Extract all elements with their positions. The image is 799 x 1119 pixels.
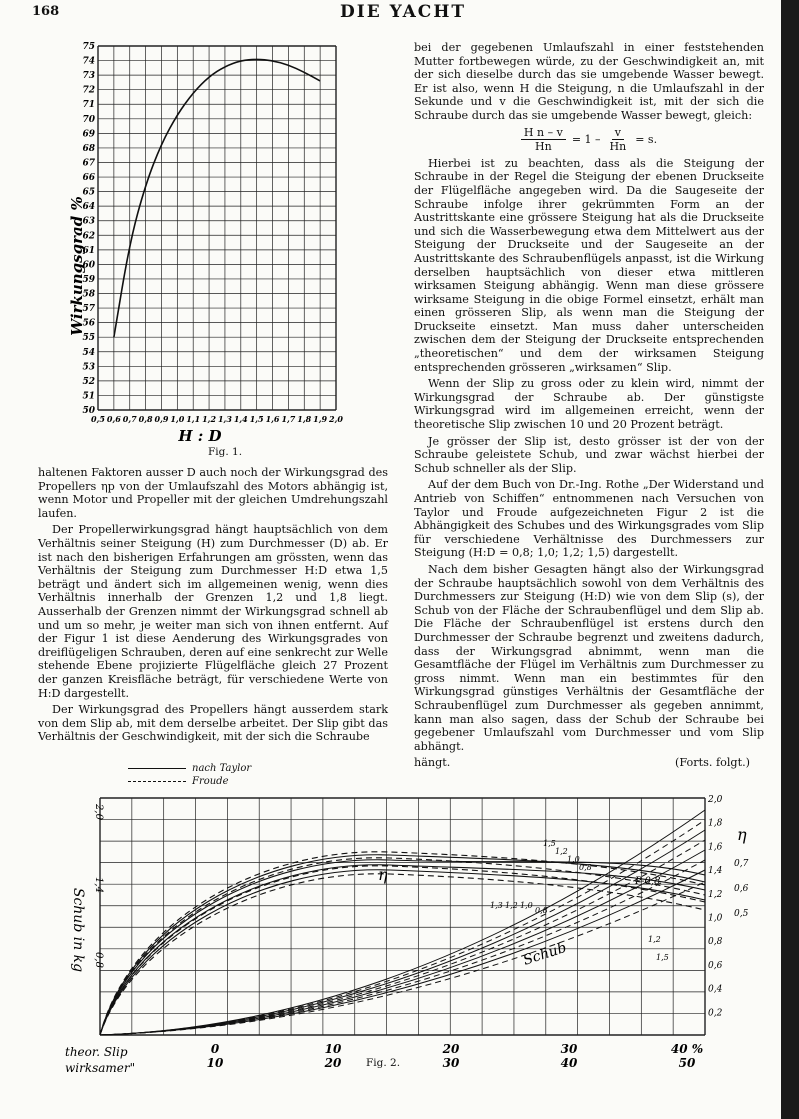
fig1-y-tick: 63 — [82, 216, 95, 227]
fig2-eta-curve-label: 1,2 — [555, 847, 568, 856]
fig1-y-tick: 54 — [82, 347, 95, 358]
fig2-right-tick: 0,4 — [708, 984, 723, 995]
fig2-right-tick: 0,6 — [708, 960, 723, 971]
left-paragraph: Der Wirkungsgrad des Propellers hängt ausserdem stark von dem Slip ab, mit dem derselbe arbeitet. Der Slip gibt das Verhältnis der Geschwindigkeit, mit der sich die Schraube — [38, 703, 388, 744]
fig2-right-tick: 1,0 — [708, 913, 723, 924]
fig1-x-tick: 0,9 — [154, 414, 169, 424]
fig2-eta-curve — [100, 870, 705, 1035]
fig2-left-tick: 0,8 — [93, 952, 104, 968]
fig1-x-tick: 0,7 — [122, 414, 137, 424]
fig1-y-tick: 62 — [82, 231, 95, 242]
fig1-y-tick: 60 — [82, 260, 95, 271]
legend-dashed-line — [128, 781, 186, 782]
fig1-x-tick: 0,6 — [106, 414, 121, 424]
fig2-right-tick: 0,8 — [708, 937, 723, 948]
right-intro: bei der gegebenen Umlaufszahl in einer feststehenden Mutter fortbewegen würde, zu der Geschwindigkeit an, mit der sich dieselbe durch das sie umgebende Wasser bewegt. Er ist also, wenn H die Steigung, n die Umlaufszahl in der Sekunde und v die Geschwindigkeit ist, mit der sich die Schraube durch das sie umgebende Wasser bewegt, gleich: — [414, 41, 764, 122]
fig1-x-axis-label: H : D — [178, 427, 222, 445]
fig2-left-axis-label: Schub in kg — [70, 887, 86, 973]
fig2-eta-curve-label: 1,0 — [567, 855, 580, 864]
fig2-eta-curve-label-lower: 1,0 — [520, 901, 533, 910]
fig2-curves — [100, 810, 705, 1035]
fig2-eta-curve — [100, 852, 705, 1035]
fig2-schub-label: Schub — [521, 939, 569, 969]
fig1-y-tick: 59 — [82, 274, 95, 285]
right-paragraph: Auf der dem Buch von Dr.-Ing. Rothe „Der Widerstand und Antrieb von Schiffen“ entnommenen nach Versuchen von Taylor und Froude aufgezeichneten Figur 2 ist die Abhängigkeit des Schubes und des Wirkungsgrades vom Slip für verschiedene Verhältnisse des Durchmessers zur Steigung (H:D = 0,8; 1,0; 1,2; 1,5) dargestellt. — [414, 478, 764, 560]
figure-1-chart — [60, 36, 350, 446]
fig1-y-tick: 52 — [82, 376, 95, 387]
fig1-x-tick: 1,8 — [297, 414, 312, 424]
fig2-wirksamer-label: wirksamer" — [65, 1061, 136, 1075]
fig2-schub-curve-label: 1,2 — [648, 935, 661, 944]
legend-froude: Froude — [192, 776, 229, 787]
fig1-x-tick: 1,0 — [170, 414, 185, 424]
fig2-legend — [128, 762, 251, 788]
fig2-eta-curve — [100, 866, 705, 1035]
left-paragraph: Der Propellerwirkungsgrad hängt hauptsächlich von dem Verhältnis seiner Steigung (H) zum Durchmesser (D) ab. Er ist nach den bisherigen Erfahrungen am grössten, wenn das Verhältnis der Steigung zum Durchmesser H:D etwa 1,5 beträgt und ändert sich im allgemeinen wenig, wenn dies Verhältnis innerhalb der Grenzen 1,2 und 1,8 liegt. Ausserhalb der Grenzen nimmt der Wirkungsgrad schnell ab und um so mehr, je weiter man sich von ihnen entfernt. Auf der Figur 1 ist diese Aenderung des Wirkungsgrades von dreiflügeligen Schrauben, deren auf eine senkrecht zur Welle stehende Ebene projizierte Flügelfläche gleich 27 Prozent der ganzen Kreisfläche beträgt, für verschiedene Werte von H:D dargestellt. — [38, 523, 388, 700]
left-column — [38, 466, 388, 747]
fig1-y-tick: 67 — [82, 158, 95, 169]
legend-solid-line — [128, 768, 186, 769]
fig1-x-tick: 1,7 — [281, 414, 296, 424]
fig1-x-tick: 1,5 — [249, 414, 264, 424]
formula-den2: Hn — [609, 140, 627, 154]
fig2-slip-wirks-tick: 20 — [324, 1056, 342, 1070]
fig1-x-tick: 1,4 — [233, 414, 248, 424]
fig2-right-tick: 1,8 — [708, 818, 723, 829]
fig2-slip-wirks-tick: 50 — [678, 1056, 696, 1070]
right-paragraph: Hierbei ist zu beachten, dass als die Steigung der Schraube in der Regel die Steigung der ebenen Druckseite der Flügelfläche angegeben wird. Da die Saugeseite der Schraube infolge ihrer gekrümmten Form an der Austrittskante eine grössere Steigung hat als die Druckseite und sich die Wasserbewegung etwa dem Mittelwert aus der Steigung der Druckseite und der Saugeseite an der Austrittskante des Schraubenflügels anpasst, ist die Wirkung derselben hauptsächlich von dieser etwa mittleren wirksamen Steigung abhängig. Wenn man diese grössere wirksame Steigung in die obige Formel einsetzt, erhält man einen grösseren Slip, als wenn man die Steigung der Druckseite einsetzt. Man muss daher unterscheiden zwischen dem der Steigung der Druckseite entsprechenden „theoretischen“ und dem der wirksamen Steigung entsprechenden grösseren „wirksamen“ Slip. — [414, 156, 764, 374]
fig2-slip-wirks-tick: 10 — [206, 1056, 224, 1070]
fig1-efficiency-line — [114, 59, 320, 337]
fig2-caption: Fig. 2. — [366, 1057, 401, 1069]
left-paragraph: haltenen Faktoren ausser D auch noch der Wirkungsgrad des Propellers ηp von der Umlaufszahl des Motors abhängig ist, wenn Motor und Propeller mit der gleichen Umdrehungszahl laufen. — [38, 466, 388, 520]
footer-word: hängt. — [414, 756, 451, 770]
right-paragraph: Nach dem bisher Gesagten hängt also der Wirkungsgrad der Schraube hauptsächlich sowohl von dem Verhältnis des Durchmessers zur Steigung (H:D) wie von dem Slip (s), der Schub von der Fläche der Schraubenflügel und dem Slip ab. Die Fläche der Schraubenflügel ist erstens durch den Durchmesser der Schraube begrenzt und zweitens dadurch, dass der Wirkungsgrad abnimmt, wenn man die Gesamtfläche der Flügel im Verhältnis zum Durchmesser zu gross nimmt. Wenn man ein bestimmtes für den Wirkungsgrad günstiges Verhältnis der Gesamtfläche der Schraubenflügel zum Durchmesser als gegeben annimmt, kann man also sagen, dass der Schub der Schraube bei gegebener Umlaufszahl vom Durchmesser und vom Slip abhängt. — [414, 562, 764, 753]
fig1-y-tick: 71 — [82, 100, 95, 111]
fig2-eta-tick: 0,5 — [734, 909, 749, 919]
fig1-x-tick: 1,3 — [217, 414, 232, 424]
fig1-x-tick: 1,9 — [313, 414, 328, 424]
fig2-eta-curve-label: 1,5 — [543, 839, 556, 848]
fig2-schub-curve — [100, 850, 705, 1035]
magazine-title: DIE YACHT — [340, 2, 467, 22]
fig2-slip-wirks-tick: 30 — [442, 1056, 460, 1070]
fig2-eta-tick: 0,6 — [734, 884, 749, 894]
fig2-eta-axis-label: η — [737, 825, 747, 844]
fig2-slip-theor-tick: 10 — [324, 1042, 342, 1056]
fig2-right-tick: 1,4 — [708, 866, 723, 877]
fig2-eta-curve-label: 0,8 — [579, 863, 592, 872]
fig1-y-tick: 58 — [82, 289, 95, 300]
fig2-slip-theor-tick: 30 — [560, 1042, 578, 1056]
fig1-y-tick: 66 — [82, 173, 95, 184]
fig2-schub-curve — [100, 860, 705, 1035]
fig2-eta-curve-label-lower: 0,8 — [535, 906, 548, 915]
fig2-eta-curve — [100, 860, 705, 1035]
formula-eq1: = 1 – — [571, 132, 601, 146]
fig1-y-tick: 55 — [82, 333, 95, 344]
fig1-y-tick: 50 — [82, 406, 95, 416]
fig1-y-tick: 72 — [82, 85, 95, 96]
fig1-y-tick: 61 — [82, 245, 95, 256]
fig1-caption: Fig. 1. — [208, 446, 243, 458]
fig2-right-tick: 1,2 — [708, 889, 723, 900]
fig1-y-axis-label: Wirkungsgrad % — [68, 196, 86, 336]
fig2-eta-tick: 0,7 — [734, 859, 749, 869]
fig2-eta-curve-label: η — [378, 865, 388, 884]
fig1-x-tick: 2,0 — [329, 414, 343, 424]
fig2-eta-curve — [100, 865, 705, 1035]
to-be-continued: (Forts. folgt.) — [675, 756, 750, 770]
fig1-x-tick: 1,6 — [265, 414, 280, 424]
fig2-slip-theor-tick: 20 — [442, 1042, 460, 1056]
fig2-eta-curve-label-lower: 1,3 — [490, 901, 503, 910]
legend-taylor: nach Taylor — [192, 763, 252, 774]
fig1-x-tick: 0,8 — [138, 414, 153, 424]
fig2-eta-curve — [100, 855, 705, 1035]
right-paragraph: Je grösser der Slip ist, desto grösser ist der von der Schraube geleistete Schub, und zwar wächst hierbei der Schub schneller als der Slip. — [414, 434, 764, 475]
fig2-p-label: P-0,8 — [635, 876, 661, 887]
fig1-x-tick: 0,5 — [91, 414, 105, 424]
formula-num1: H n – v — [521, 126, 566, 141]
article-footer — [414, 756, 764, 770]
fig2-slip-theor-tick: 40 % — [670, 1042, 704, 1056]
fig2-right-tick: 2,0 — [708, 795, 723, 805]
fig1-y-tick: 51 — [82, 391, 95, 402]
fig2-schub-curve — [100, 810, 705, 1035]
figure-2-chart — [60, 790, 770, 1090]
fig1-x-tick: 1,1 — [186, 414, 201, 424]
fig1-y-tick: 69 — [82, 129, 95, 140]
fig2-right-tick: 1,6 — [708, 842, 723, 853]
formula-eq2: = s. — [635, 132, 658, 146]
right-column — [414, 41, 764, 770]
right-paragraph: Wenn der Slip zu gross oder zu klein wird, nimmt der Wirkungsgrad der Schraube ab. Der günstigste Wirkungsgrad wird im allgemeinen erreicht, wenn der theoretische Slip zwischen 10 und 20 Prozent beträgt. — [414, 377, 764, 432]
fig1-x-ticks — [91, 414, 343, 424]
fig2-left-tick: 2,0 — [93, 804, 104, 820]
formula-den1: Hn — [535, 140, 552, 154]
fig2-slip-theor-tick: 0 — [210, 1042, 220, 1056]
fig2-slip-wirks-tick: 40 — [560, 1056, 578, 1070]
fig1-y-tick: 68 — [82, 143, 95, 154]
fig1-y-tick: 73 — [82, 71, 95, 82]
fig1-y-tick: 74 — [82, 56, 95, 67]
fig2-right-tick: 0,2 — [708, 1008, 723, 1019]
fig1-y-tick: 56 — [82, 318, 95, 329]
fig1-y-tick: 53 — [82, 362, 95, 373]
fig2-theor-slip-label: theor. Slip — [65, 1045, 128, 1059]
fig1-y-tick: 57 — [82, 304, 95, 315]
fig2-eta-curve-label-lower: 1,2 — [505, 901, 518, 910]
fig1-x-tick: 1,2 — [202, 414, 217, 424]
slip-formula — [414, 126, 764, 154]
fig2-left-tick: 1,4 — [93, 877, 104, 893]
page-number: 168 — [32, 4, 60, 19]
fig1-y-tick: 64 — [82, 202, 95, 213]
fig1-y-tick: 70 — [82, 114, 95, 125]
fig2-schub-curve — [100, 882, 705, 1035]
fig2-schub-curve — [100, 870, 705, 1035]
fig2-schub-curve-label: 1,5 — [656, 953, 669, 962]
fig1-y-tick: 65 — [82, 187, 95, 198]
scan-edge — [781, 0, 799, 1119]
fig1-y-tick: 75 — [82, 42, 95, 52]
formula-num2: v — [612, 126, 624, 141]
